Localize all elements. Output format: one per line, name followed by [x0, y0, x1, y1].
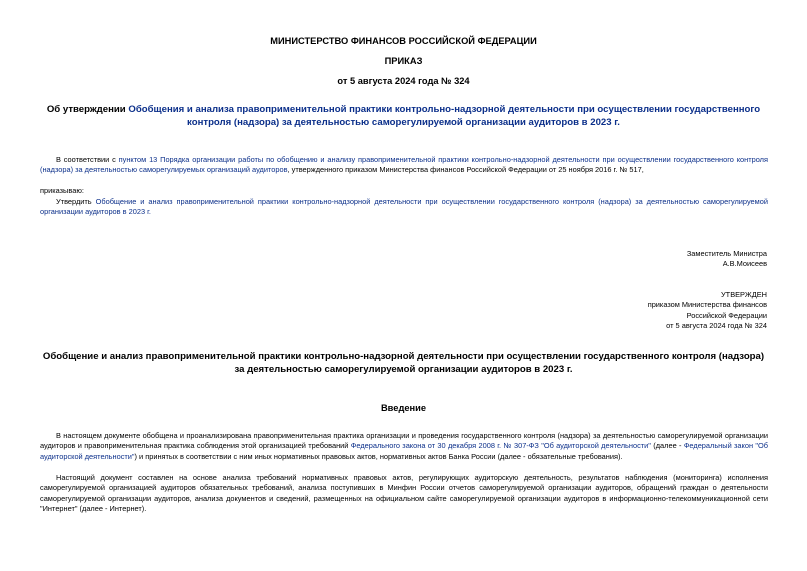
title-link[interactable]: Обобщения и анализа правоприменительной практики контрольно-надзорной деятельности при осуществлении государственного контроля (надзора) за деятельностью саморегулируемой организации аудиторов в 2023 г. [128, 104, 761, 128]
order-heading: ПРИКАЗ [384, 56, 423, 66]
doc-title: Обобщение и анализ правоприменительной практики контрольно-надзорной деятельности при осуществлении государственного контроля (надзора) за деятельностью саморегулируемой организации аудиторов в 2023 г. [42, 351, 765, 375]
approve-link[interactable]: Обобщение и анализ правоприменительной практики контрольно-надзорной деятельности при осуществлении государственного контроля (надзора) за деятельностью саморегулируемой организации аудиторов в 2023 г. [40, 197, 768, 217]
approve-paragraph [40, 197, 768, 218]
approved-line-3: от 5 августа 2024 года № 324 [666, 321, 767, 331]
intro-p1-text-1: В настоящем документе обобщена и проанализирована правоприменительная практика организации и проведения государственного контроля (надзора) за деятельностью саморегулируемой организации аудиторов и правоприменительная практика соблюдения этой организацией требований [40, 431, 768, 451]
intro-paragraph-2 [40, 473, 768, 515]
intro-p1-text-3: ) и принятых в соответствии с ним иных нормативных правовых актов, нормативных актов Банка России (далее - обязательные требования). [134, 451, 623, 461]
approved-word: УТВЕРЖДЕН [720, 290, 767, 299]
preamble-paragraph [40, 155, 768, 176]
signature-position: Заместитель Министра [686, 249, 767, 258]
approved-line-2: Российской Федерации [686, 310, 767, 320]
order-word: приказываю: [40, 186, 84, 195]
intro-p1-link-2[interactable]: Федеральный закон "Об аудиторской деятельности" [40, 441, 768, 461]
approve-text: Утвердить [56, 197, 96, 206]
approved-line-1: приказом Министерства финансов [647, 300, 767, 310]
order-date: от 5 августа 2024 года № 324 [337, 76, 470, 86]
document-title [40, 103, 767, 129]
intro-paragraph-1 [40, 431, 768, 462]
title-prefix: Об утверждении [46, 104, 129, 115]
preamble-text-2: , утвержденного приказом Министерства финансов Российской Федерации от 25 ноября 2016 г. № 517, [287, 165, 644, 175]
preamble-link[interactable]: пунктом 13 Порядка организации работы по обобщению и анализу правоприменительной практики контрольно-надзорной деятельности при осуществлении государственного контроля (надзора) за деятельностью саморегулируемых организаций аудиторов [40, 155, 768, 175]
signature-name: А.В.Моисеев [722, 259, 767, 269]
intro-p1-link-1[interactable]: Федерального закона от 30 декабря 2008 г. № 307-ФЗ "Об аудиторской деятельности" [350, 441, 651, 451]
intro-p2-text: Настоящий документ составлен на основе анализа требований нормативных правовых актов, регулирующих аудиторскую деятельность, результатов наблюдения (мониторинга) исполнения саморегулируемой организацией аудиторов обязательных требований, анализа поступивших в Минфин России отчетов саморегулируемой организации аудиторов, обращений граждан о деятельности саморегулируемой организации аудиторов, анализа документов и сведений, размещенных на официальном сайте саморегулируемой организации аудиторов в информационно-телекоммуникационной сети "Интернет" (далее - Интернет). [40, 473, 768, 514]
intro-heading: Введение [380, 403, 427, 413]
ministry-heading: МИНИСТЕРСТВО ФИНАНСОВ РОССИЙСКОЙ ФЕДЕРАЦИИ [270, 36, 537, 46]
approved-block [648, 290, 767, 332]
intro-p1-text-2: (далее - [650, 441, 684, 451]
signature-block [687, 249, 767, 270]
preamble-text-1: В соответствии с [56, 155, 119, 164]
